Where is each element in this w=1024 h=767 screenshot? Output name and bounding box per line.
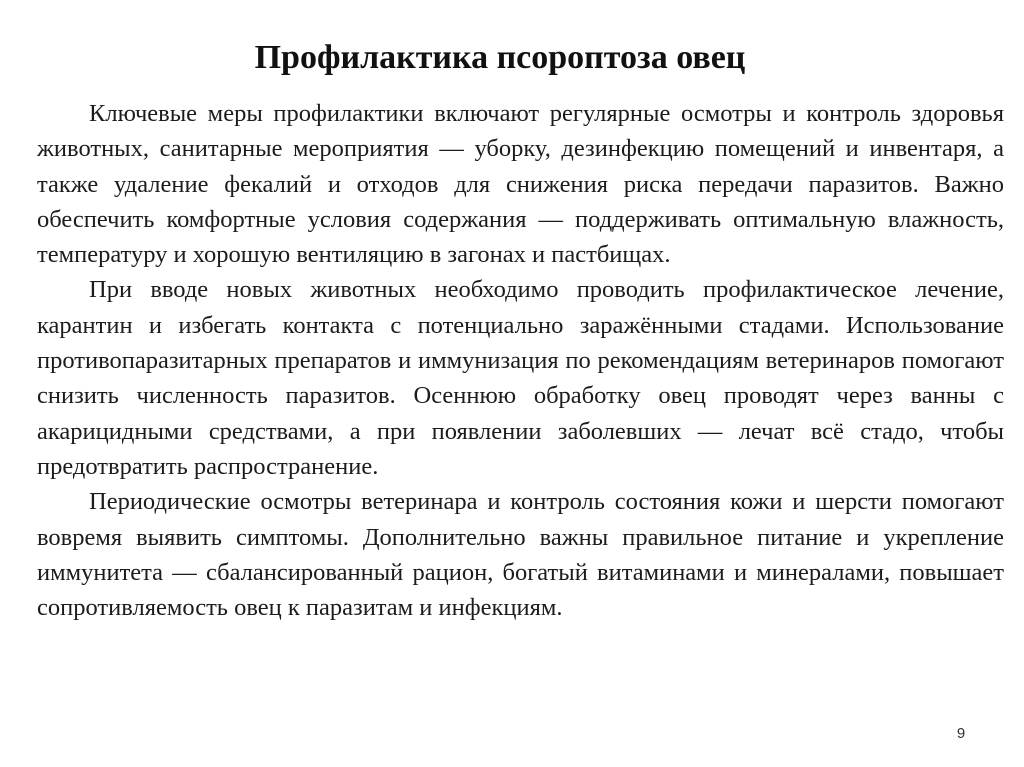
slide-title: Профилактика псороптоза овец [254,39,746,76]
paragraph-prevention-measures: Ключевые меры профилактики включают регулярные осмотры и контроль здоровья животных, санитарные мероприятия — уборку, дезинфекцию помещений и инвентаря, а также удаление фекалий и отходов для снижения риска передачи паразитов. Важно обеспечить комфортные условия содержания — поддерживать оптимальную влажность, температуру и хорошую вентиляцию в загонах и пастбищах. [37,100,1004,269]
paragraph-new-animals: При вводе новых животных необходимо проводить профилактическое лечение, карантин и избегать контакта с потенциально заражёнными стадами. Использование противопаразитарных препаратов и иммунизация по рекомендациям ветеринаров помогают снизить численность паразитов. Осеннюю обработку овец проводят через ванны с акарицидными средствами, а при появлении заболевших — лечат всё стадо, чтобы предотвратить распространение. [37,276,1004,480]
paragraph-vet-checkups: Периодические осмотры ветеринара и контроль состояния кожи и шерсти помогают вовремя выявить симптомы. Дополнительно важны правильное питание и укрепление иммунитета — сбалансированный рацион, богатый витаминами и минералами, повышает сопротивляемость овец к паразитам и инфекциям. [37,488,1004,622]
page-number: 9 [956,725,966,742]
slide-body [37,96,1004,625]
